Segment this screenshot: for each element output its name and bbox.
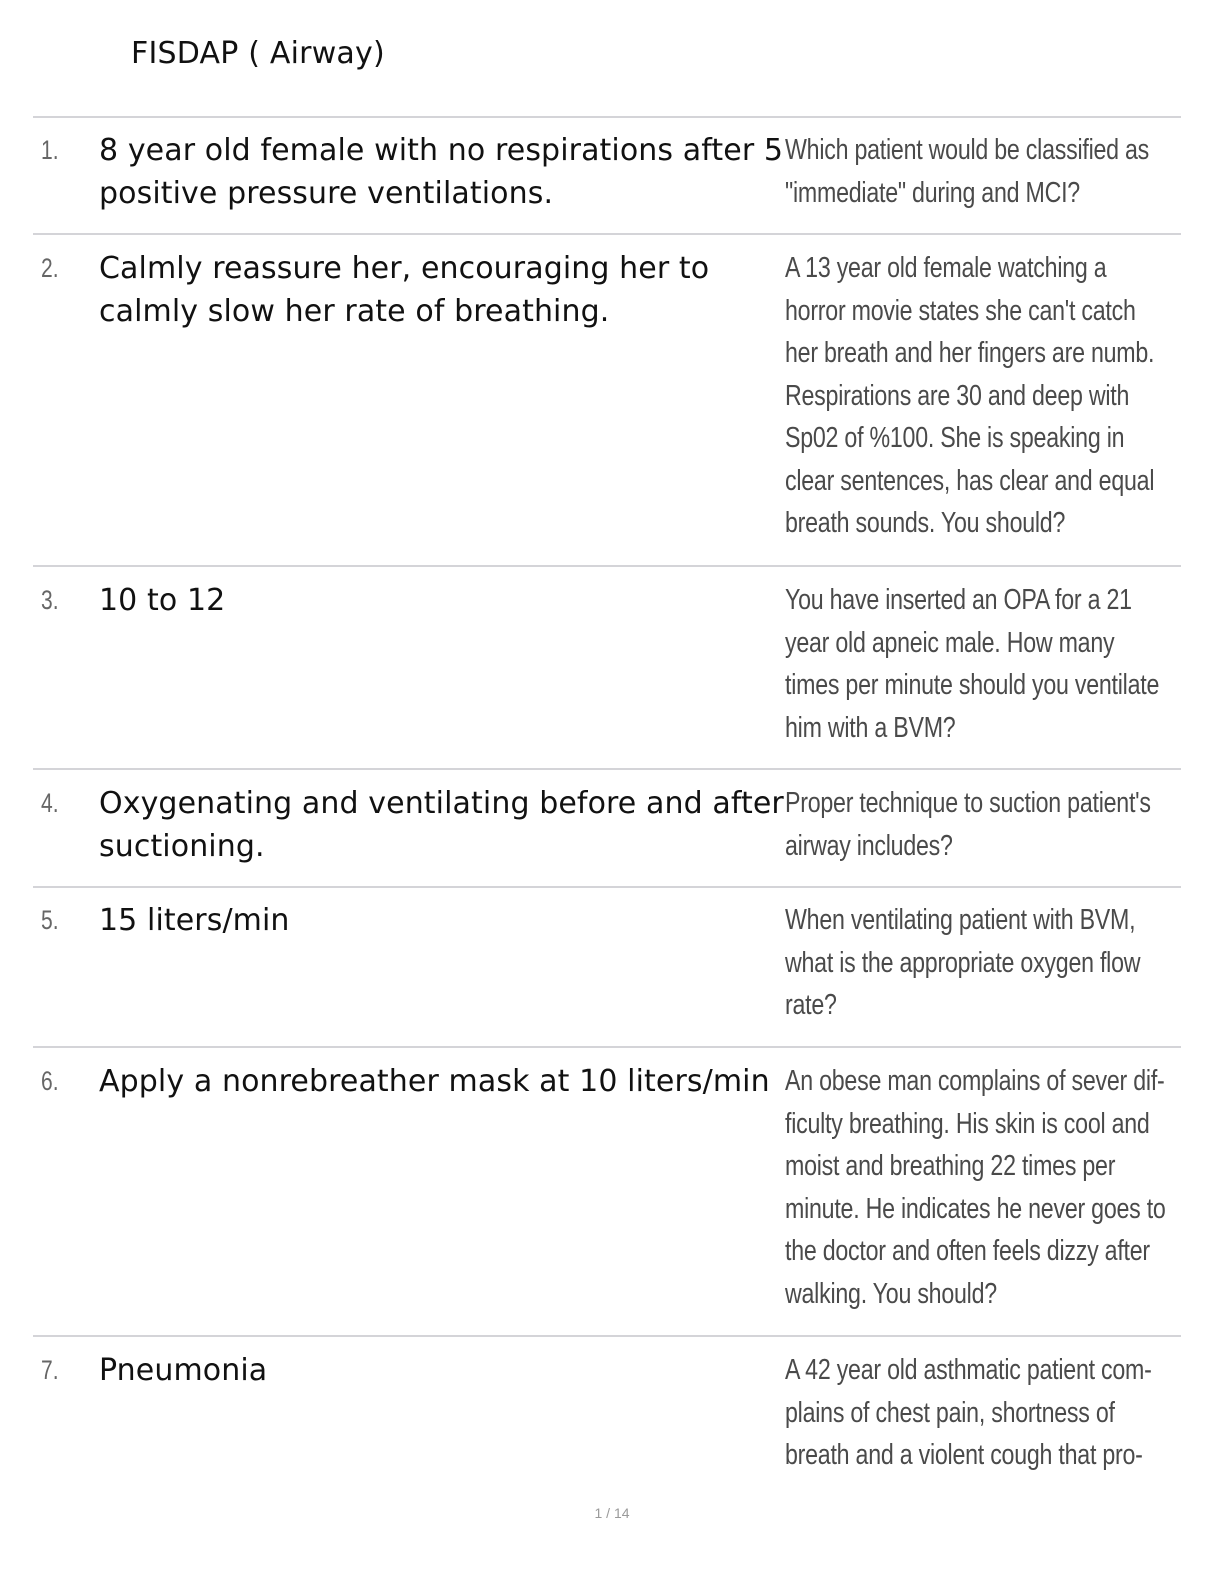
card-definition: Proper technique to suction patient's airway includes? bbox=[785, 787, 1151, 862]
divider bbox=[33, 1046, 1181, 1048]
divider bbox=[33, 116, 1181, 118]
card-definition: An obese man complains of sever dif- ficulty breathing. His skin is cool and moist and breathing 22 times per minute. He indicates he never goes to the doctor and often feels dizzy after walking. You should? bbox=[785, 1065, 1166, 1310]
card-term: 8 year old female with no respirations after 5 positive pressure ventilations. bbox=[99, 133, 784, 211]
divider bbox=[33, 886, 1181, 888]
document-title: FISDAP ( Airway) bbox=[131, 36, 385, 71]
divider bbox=[33, 233, 1181, 235]
card-definition: You have inserted an OPA for a 21 year old apneic male. How many times per minute should you ventilate him with a BVM? bbox=[785, 584, 1160, 744]
card-definition: When ventilating patient with BVM, what is the appropriate oxygen flow rate? bbox=[785, 904, 1141, 1021]
page-number: 1 / 14 bbox=[594, 1505, 630, 1521]
divider bbox=[33, 1335, 1181, 1337]
card-number: 5. bbox=[41, 905, 59, 935]
divider bbox=[33, 565, 1181, 567]
card-number: 3. bbox=[41, 585, 59, 615]
card-term: Apply a nonrebreather mask at 10 liters/min bbox=[99, 1064, 770, 1099]
card-number: 2. bbox=[41, 253, 59, 283]
card-term: Calmly reassure her, encouraging her to calmly slow her rate of breathing. bbox=[99, 251, 710, 329]
card-definition: A 13 year old female watching a horror movie states she can't catch her breath and her fingers are numb. Respirations are 30 and deep with Sp02 of %100. She is speaking in clear sentences, has clear and equal breath sounds. You should? bbox=[785, 252, 1155, 539]
card-number: 6. bbox=[41, 1066, 59, 1096]
card-number: 7. bbox=[41, 1355, 59, 1385]
card-number: 4. bbox=[41, 788, 59, 818]
divider bbox=[33, 768, 1181, 770]
card-term: 10 to 12 bbox=[99, 583, 226, 618]
card-definition: A 42 year old asthmatic patient com- plains of chest pain, shortness of breath and a violent cough that pro- bbox=[785, 1354, 1152, 1471]
card-term: Oxygenating and ventilating before and after suctioning. bbox=[99, 786, 784, 864]
card-term: Pneumonia bbox=[99, 1353, 268, 1388]
card-term: 15 liters/min bbox=[99, 903, 290, 938]
card-definition: Which patient would be classified as "immediate" during and MCI? bbox=[785, 134, 1150, 209]
card-number: 1. bbox=[41, 135, 59, 165]
